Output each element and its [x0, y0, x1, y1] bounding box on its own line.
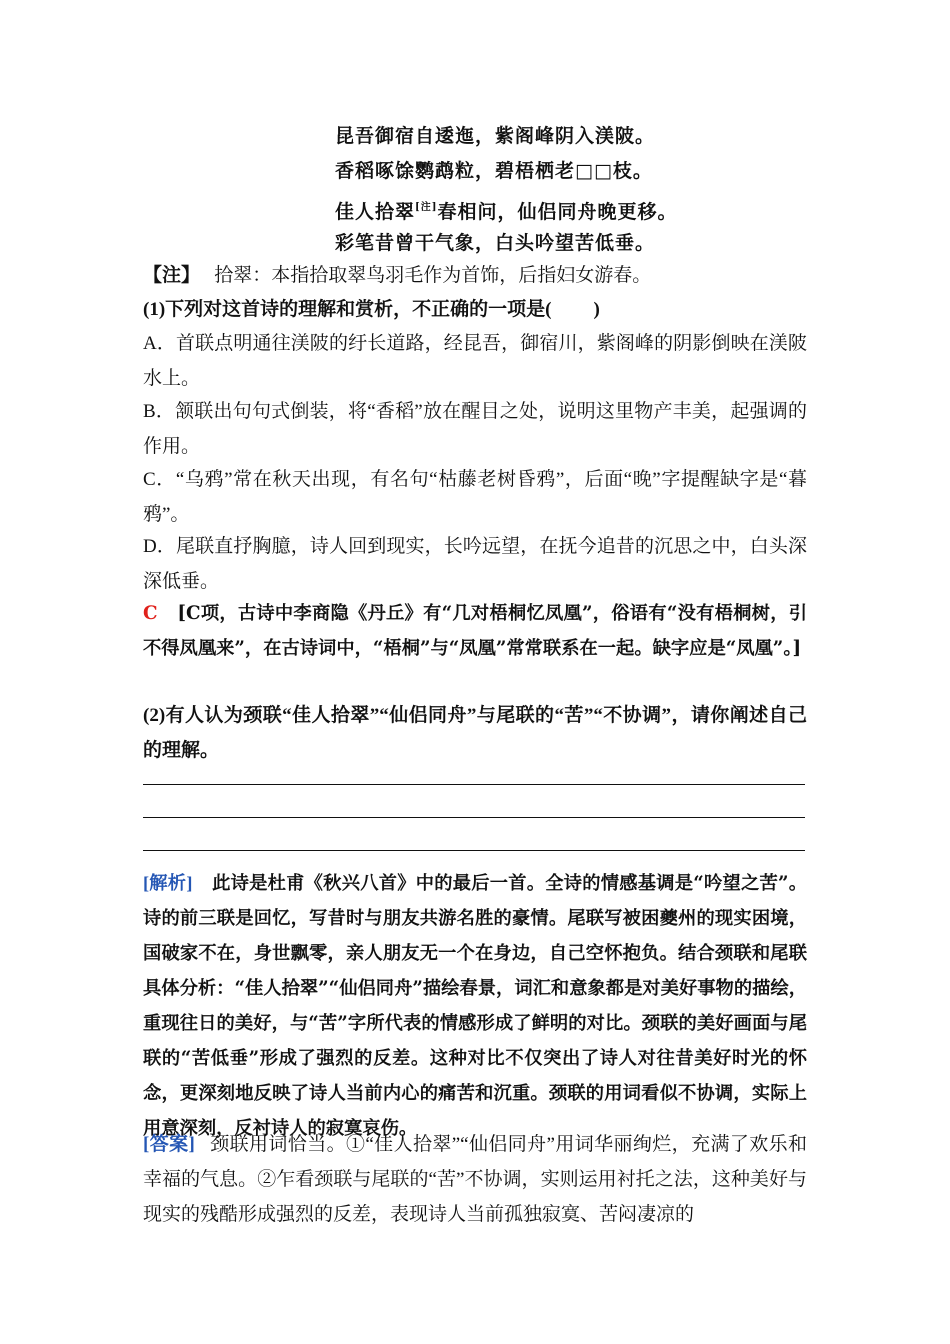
- option-b: B．颔联出句句式倒装，将“香稻”放在醒目之处，说明这里物产丰美，起强调的作用。: [143, 401, 807, 457]
- note-mark: [注]: [415, 202, 438, 213]
- analysis: [143, 866, 807, 1146]
- option-a: A．首联点明通往渼陂的纡长道路，经昆吾，御宿川，紫阁峰的阴影倒映在渼陂水上。: [143, 333, 807, 389]
- question-1-stem-close: ): [593, 299, 600, 320]
- poem-line-1: 昆吾御宿自逶迤，紫阁峰阴入渼陂。: [335, 125, 656, 147]
- answer-line-3: [143, 850, 805, 851]
- answer-explanation: [C项，古诗中李商隐《丹丘》有“几对梧桐忆凤凰”，俗语有“没有梧桐树，引不得凤凰来”，在古诗词中，“梧桐”与“凤凰”常常联系在一起。缺字应是“凤凰”。]: [143, 603, 808, 659]
- question-2-stem: (2)有人认为颈联“佳人拾翠”“仙侣同舟”与尾联的“苦”“不协调”，请你阐述自己的理解。: [143, 705, 807, 761]
- answer-line-1: [143, 784, 805, 785]
- analysis-label: [解析]: [143, 873, 193, 893]
- poem-line-2: 香稻啄馀鹦鹉粒，碧梧栖老□□枝。: [335, 160, 653, 182]
- poem-line-4: 彩笔昔曾干气象，白头吟望苦低垂。: [335, 232, 656, 254]
- note: [143, 258, 807, 293]
- poem-line-3: [335, 196, 678, 224]
- analysis-text: 此诗是杜甫《秋兴八首》中的最后一首。全诗的情感基调是“吟望之苦”。诗的前三联是回忆，写昔时与朋友共游名胜的豪情。尾联写被困夔州的现实困境，国破家不在，身世飘零，亲人朋友无一个在身边，自己空怀抱负。结合颈联和尾联具体分析：“佳人拾翠”“仙侣同舟”描绘春景，词汇和意象都是对美好事物的描绘，重现往日的美好，与“苦”字所代表的情感形成了鲜明的对比。颈联的美好画面与尾联的“苦低垂”形成了强烈的反差。这种对比不仅突出了诗人对往昔美好时光的怀念，更深刻地反映了诗人当前内心的痛苦和沉重。颈联的用词看似不协调，实际上用意深刻，反衬诗人的寂寞哀伤。: [143, 873, 807, 1139]
- note-text: 拾翠：本指拾取翠鸟羽毛作为首饰，后指妇女游春。: [214, 265, 652, 286]
- answer-line-2: [143, 817, 805, 818]
- note-label: 【注】: [143, 265, 201, 286]
- question-1-answer: [143, 596, 807, 666]
- question-1-stem: [143, 292, 807, 327]
- answer-letter: C: [143, 603, 158, 624]
- poem-line-3-rest: 春相问，仙侣同舟晚更移。: [437, 201, 678, 223]
- answer-label: [答案]: [143, 1134, 195, 1155]
- option-c: C．“乌鸦”常在秋天出现，有名句“枯藤老树昏鸦”，后面“晚”字提醒缺字是“暮鸦”。: [143, 469, 807, 525]
- poem-line-3-prefix: 佳人拾翠: [335, 201, 416, 223]
- answer-section: [143, 1127, 807, 1232]
- answer-text: 颈联用词恰当。①“佳人拾翠”“仙侣同舟”用词华丽绚烂，充满了欢乐和幸福的气息。②乍看颈联与尾联的“苦”不协调，实则运用衬托之法，这种美好与现实的残酷形成强烈的反差，表现诗人当前孤独寂寞、苦闷凄凉的: [143, 1134, 808, 1225]
- question-1-stem-text: (1)下列对这首诗的理解和赏析，不正确的一项是(: [143, 299, 552, 320]
- option-d: D．尾联直抒胸臆，诗人回到现实，长吟远望，在抚今追昔的沉思之中，白头深深低垂。: [143, 536, 807, 592]
